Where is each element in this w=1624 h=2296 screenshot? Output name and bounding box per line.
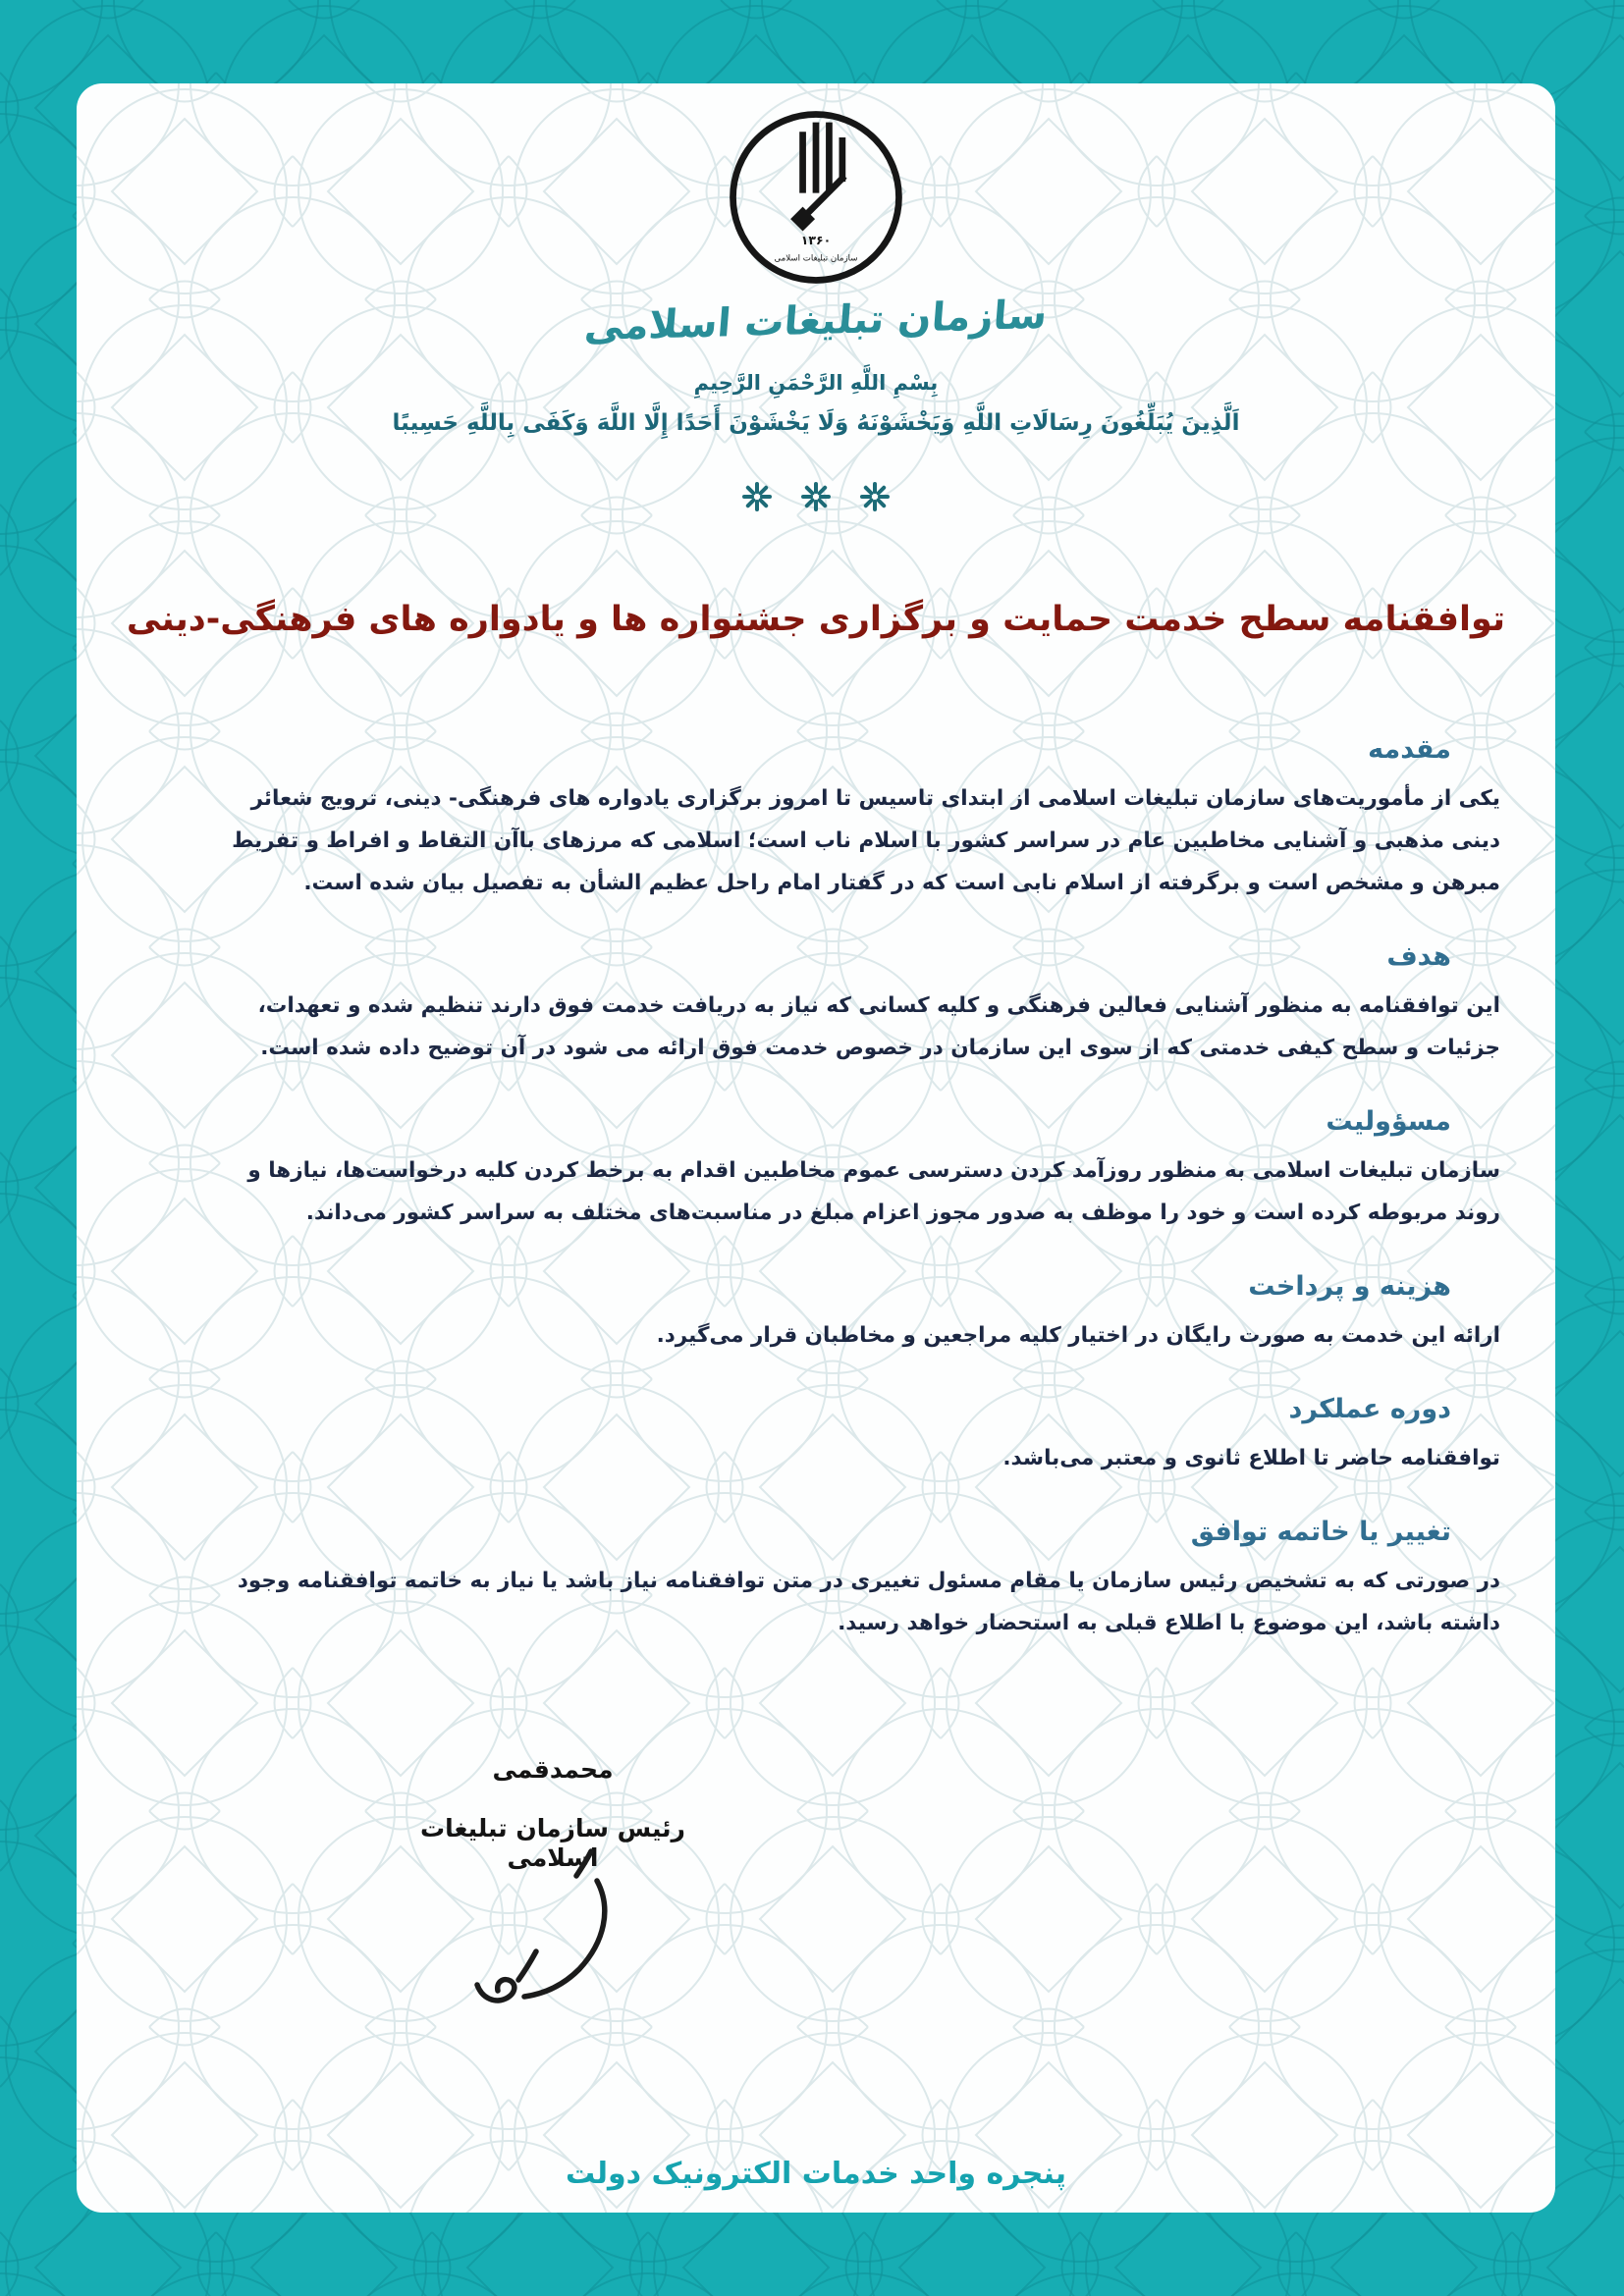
quran-verse-line: اَلَّذِينَ يُبَلِّغُونَ رِسَالَاتِ اللَّهِ وَيَخْشَوْنَهُ وَلَا يَخْشَوْنَ أَحَدًا إِلَّا اللَّهَ وَكَفَى بِاللَّهِ حَسِيبًا — [392, 410, 1240, 436]
ornament-row — [77, 482, 1555, 511]
section-body: ارائه این خدمت به صورت رایگان در اختیار کلیه مراجعین و مخاطبان قرار می‌گیرد. — [656, 1323, 1500, 1348]
emblem-year: ۱۳۶۰ — [800, 233, 832, 248]
signatory-name: محمدقمی — [492, 1755, 614, 1784]
section-cost-payment — [204, 1269, 1500, 1357]
section-body: در صورتی که به تشخیص رئیس سازمان یا مقام مسئول تغییری در متن توافقنامه نیاز باشد یا نیاز به خاتمه توافقنامه وجود داشته باشد، این موضوع با اطلاع قبلی به استحضار خواهد رسید. — [237, 1569, 1500, 1635]
handwritten-signature-icon — [461, 1845, 638, 2012]
organization-wordmark — [77, 292, 1555, 350]
section-heading: هزینه و پرداخت — [1248, 1271, 1451, 1302]
sections — [77, 732, 1555, 1644]
section-responsibility — [204, 1104, 1500, 1234]
section-heading: مقدمه — [1368, 734, 1451, 765]
section-introduction — [204, 732, 1500, 904]
eight-petal-asterisk-icon — [732, 482, 899, 511]
section-performance-period — [204, 1392, 1500, 1479]
section-heading: هدف — [1386, 941, 1451, 972]
organization-wordmark-text: سازمان تبلیغات اسلامی — [582, 292, 1050, 350]
document-panel — [77, 83, 1555, 2213]
organization-emblem-icon — [722, 103, 910, 292]
section-body: سازمان تبلیغات اسلامی به منظور روزآمد کردن دسترسی عموم مخاطبین اقدام به برخط کردن کلیه درخواست‌ها، نیازها و روند مربوطه کرده است و خود را موظف به صدور مجوز اعزام مبلغ در مناسبت‌های مختلف به سراسر کشور می‌داند. — [247, 1158, 1500, 1225]
signatory-role: رئیس سازمان تبلیغات اسلامی — [420, 1814, 685, 1872]
footer-label: پنجره واحد خدمات الکترونیک دولت — [566, 2157, 1066, 2191]
section-heading: مسؤولیت — [1326, 1106, 1451, 1137]
bismillah-line: بِسْمِ اللَّهِ الرَّحْمَنِ الرَّحِيمِ — [693, 371, 939, 395]
section-goal — [204, 939, 1500, 1069]
document-title: توافقنامه سطح خدمت حمایت و برگزاری جشنواره ها و یادواره های فرهنگی-دینی — [126, 600, 1506, 639]
section-body: توافقنامه حاضر تا اطلاع ثانوی و معتبر می‌باشد. — [1002, 1446, 1500, 1470]
section-heading: دوره عملکرد — [1288, 1394, 1451, 1424]
section-heading: تغییر یا خاتمه توافق — [1190, 1517, 1451, 1547]
section-change-termination — [204, 1515, 1500, 1644]
header-emblem-block — [77, 103, 1555, 295]
section-body: این توافقنامه به منظور آشنایی فعالین فرهنگی و کلیه کسانی که نیاز به دریافت خدمت فوق دارند تنظیم شده و تعهدات، جزئیات و سطح کیفی خدمتی که از سوی این سازمان در خصوص خدمت فوق ارائه می شود در آن توضیح داده شده است. — [257, 993, 1500, 1060]
emblem-org-small-text: سازمان تبلیغات اسلامی — [774, 253, 858, 264]
section-body: یکی از مأموریت‌های سازمان تبلیغات اسلامی از ابتدای تاسیس تا امروز برگزاری یادواره های فرهنگی- دینی، ترویج شعائر دینی مذهبی و آشنایی مخاطبین عام در سراسر کشور با اسلام ناب است؛ اسلامی که مرزهای باآن التقاط و افراط و تفریط مبرهن و مشخص است و برگرفته از اسلام نابی است که در گفتار امام راحل عظیم الشأن به تفصیل بیان شده است. — [232, 786, 1500, 895]
document-content — [77, 103, 1555, 1644]
